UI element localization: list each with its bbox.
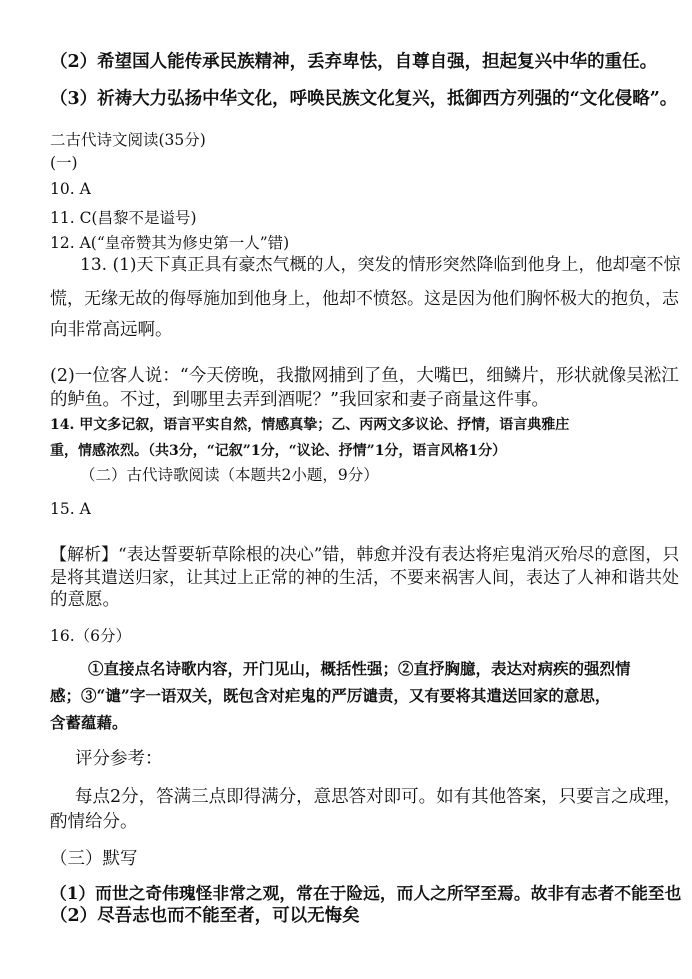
section-heading: 二古代诗文阅读(35分)	[50, 131, 206, 149]
scoring-heading: 评分参考：	[75, 749, 163, 769]
analysis-line: 【解析】“表达誓要斩草除根的决心”错，韩愈并没有表达将疟鬼消灭殆尽的意图，只	[50, 545, 680, 565]
translation-line: (2)一位客人说：“今天傍晚，我撒网捕到了鱼，大嘴巴，细鳞片，形状就像吴淞江	[50, 366, 679, 386]
answer-line: 含蓄蕴藉。	[50, 713, 128, 732]
section-heading: （二）古代诗歌阅读（本题共2小题，9分）	[80, 466, 379, 484]
answer-line: （1）而世之奇伟瑰怪非常之观，常在于险远，而人之所罕至焉。故非有志者不能至也	[50, 883, 682, 903]
analysis-line: 的意愿。	[50, 590, 120, 610]
subsection-heading: (一)	[50, 154, 78, 172]
answer-line: （2）希望国人能传承民族精神，丢弃卑怯，自尊自强，担起复兴中华的重任。	[50, 52, 658, 72]
translation-line: 向非常高远啊。	[50, 320, 173, 340]
section-heading: （三）默写	[50, 849, 138, 869]
scoring-line: 每点2分，答满三点即得满分，意思答对即可。如有其他答案，只要言之成理，	[75, 787, 682, 807]
answer-line: 12. A(“皇帝赞其为修史第一人”错)	[50, 234, 290, 252]
answer-line: 15. A	[50, 500, 91, 518]
answer-line: 14. 甲文多记叙，语言平实自然，情感真挚；乙、丙两文多议论、抒情，语言典雅庄	[50, 417, 570, 433]
answer-line: 16.（6分）	[50, 627, 132, 645]
answer-line: 10. A	[50, 180, 91, 198]
answer-line: 感；③“谴”字一语双关，既包含对疟鬼的严厉谴责，又有要将其遣送回家的意思，	[50, 686, 611, 705]
answer-line: 11. C(昌黎不是谥号)	[50, 209, 197, 227]
analysis-line: 是将其遣送归家，让其过上正常的神的生活，不要来祸害人间，表达了人神和谐共处	[50, 568, 679, 588]
answer-line: （3）祈祷大力弘扬中华文化，呼唤民族文化复兴，抵御西方列强的“文化侵略”。	[50, 89, 678, 109]
translation-line: 慌，无缘无故的侮辱施加到他身上，他却不愤怒。这是因为他们胸怀极大的抱负，志	[50, 289, 679, 309]
translation-line: 的鲈鱼。不过，到哪里去弄到酒呢？”我回家和妻子商量这件事。	[50, 390, 549, 410]
answer-line: （2）尽吾志也而不能至者，可以无悔矣	[50, 906, 360, 926]
translation-line: 13. (1)天下真正具有豪杰气概的人，突发的情形突然降临到他身上，他却毫不惊	[80, 255, 681, 275]
scoring-line: 酌情给分。	[50, 812, 138, 832]
answer-line: ①直接点名诗歌内容，开门见山，概括性强；②直抒胸臆，表达对病疾的强烈情	[88, 659, 631, 678]
answer-line: 重，情感浓烈。（共3分，“记叙”1分，“议论、抒情”1分，语言风格1分）	[50, 443, 507, 459]
